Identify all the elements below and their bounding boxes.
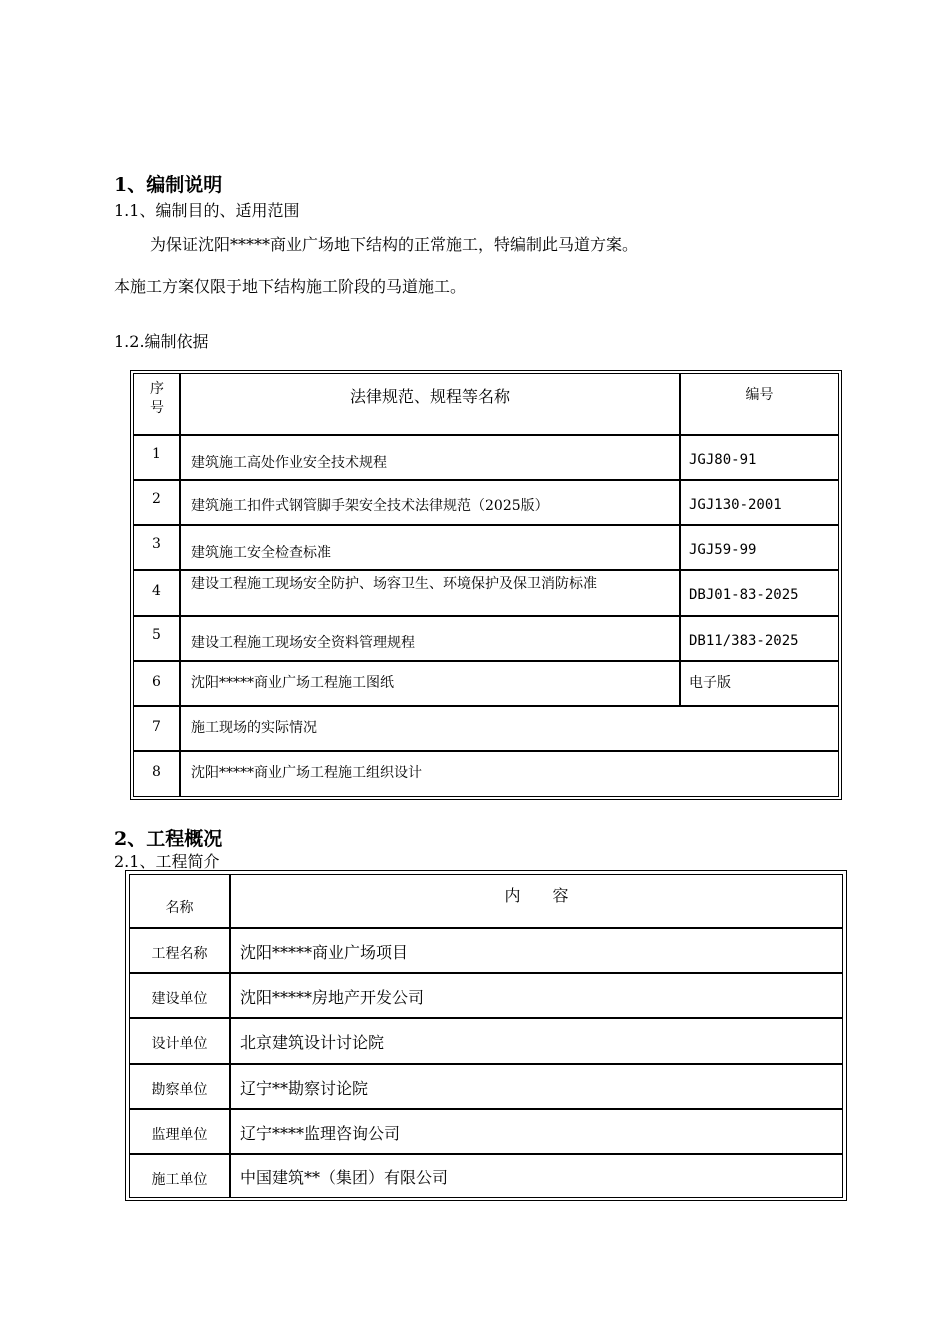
row-no-cell <box>133 435 180 480</box>
section-1-2-heading: 1.2.编制依据 <box>114 332 209 351</box>
row-name: 建筑施工高处作业安全技术规程 <box>191 455 387 471</box>
row-code-cell <box>680 435 839 480</box>
row-name: 建筑施工安全检查标准 <box>191 545 331 561</box>
row-value: 北京建筑设计讨论院 <box>240 1033 385 1052</box>
header-name-cell <box>129 874 230 928</box>
row-no-cell <box>133 616 180 661</box>
row-value: 辽宁**勘察讨论院 <box>240 1079 369 1098</box>
label-cell <box>129 1064 230 1109</box>
row-no: 5 <box>152 627 161 643</box>
row-label: 监理单位 <box>151 1127 208 1143</box>
row-name-cell <box>180 706 839 751</box>
section-2-1-heading: 2.1、工程简介 <box>114 852 220 871</box>
project-info-table <box>125 870 847 1201</box>
row-name: 施工现场的实际情况 <box>191 720 317 736</box>
paragraph-scope: 本施工方案仅限于地下结构施工阶段的马道施工。 <box>114 277 467 296</box>
row-no: 6 <box>152 674 161 690</box>
row-no-cell <box>133 661 180 706</box>
row-name: 建筑施工扣件式钢管脚手架安全技术法律规范（2025版） <box>191 498 549 514</box>
row-code-cell <box>680 480 839 525</box>
row-code: DBJ01-83-2025 <box>689 587 799 603</box>
row-label: 设计单位 <box>151 1036 208 1052</box>
row-code: JGJ59-99 <box>689 542 757 558</box>
row-no-cell <box>133 480 180 525</box>
row-no: 8 <box>152 764 161 780</box>
row-code: JGJ80-91 <box>689 452 757 468</box>
row-value: 沈阳*****商业广场项目 <box>240 943 409 962</box>
row-name: 建设工程施工现场安全资料管理规程 <box>191 635 415 651</box>
row-label: 建设单位 <box>151 991 208 1007</box>
row-no: 2 <box>152 491 161 507</box>
header-name: 法律规范、规程等名称 <box>349 387 510 406</box>
paragraph-purpose: 为保证沈阳*****商业广场地下结构的正常施工，特编制此马道方案。 <box>150 235 639 254</box>
value-cell <box>230 973 843 1018</box>
row-name-cell <box>180 525 680 570</box>
row-name-cell <box>180 570 680 616</box>
label-cell <box>129 973 230 1018</box>
row-code-cell <box>680 616 839 661</box>
row-name-cell <box>180 751 839 797</box>
row-no: 7 <box>152 719 161 735</box>
row-no-cell <box>133 751 180 797</box>
basis-table <box>130 370 842 800</box>
value-cell <box>230 928 843 973</box>
section-1-heading: 1、编制说明 <box>114 174 223 196</box>
row-value: 中国建筑**（集团）有限公司 <box>240 1168 449 1187</box>
row-name-cell <box>180 480 680 525</box>
row-code: JGJ130-2001 <box>689 497 782 513</box>
row-value: 沈阳*****房地产开发公司 <box>240 988 425 1007</box>
row-label: 工程名称 <box>151 946 208 962</box>
row-code-cell <box>680 661 839 706</box>
row-name: 沈阳*****商业广场工程施工图纸 <box>191 675 394 691</box>
header-no-cell <box>133 373 180 435</box>
row-label: 施工单位 <box>151 1172 208 1188</box>
value-cell <box>230 1154 843 1198</box>
row-name-cell <box>180 661 680 706</box>
header-no: 序号 <box>150 381 164 416</box>
value-cell <box>230 1109 843 1154</box>
value-cell <box>230 1064 843 1109</box>
row-name: 建设工程施工现场安全防护、场容卫生、环境保护及保卫消防标准 <box>191 576 597 592</box>
header-name-cell <box>180 373 680 435</box>
row-no: 1 <box>152 446 161 462</box>
value-cell <box>230 1018 843 1064</box>
row-code: DB11/383-2025 <box>689 633 799 649</box>
row-label: 勘察单位 <box>151 1082 208 1098</box>
label-cell <box>129 928 230 973</box>
row-no-cell <box>133 525 180 570</box>
row-no: 4 <box>152 583 161 599</box>
section-1-1-heading: 1.1、编制目的、适用范围 <box>114 201 300 220</box>
row-name: 沈阳*****商业广场工程施工组织设计 <box>191 765 422 781</box>
row-code-cell <box>680 570 839 616</box>
header-content-cell <box>230 874 843 928</box>
header-code-cell <box>680 373 839 435</box>
header-label: 名称 <box>165 900 194 916</box>
label-cell <box>129 1109 230 1154</box>
header-code: 编号 <box>745 387 774 403</box>
row-name-cell <box>180 435 680 480</box>
row-name-cell <box>180 616 680 661</box>
header-content: 内 容 <box>504 886 569 905</box>
row-no: 3 <box>152 536 161 552</box>
row-no-cell <box>133 706 180 751</box>
section-2-heading: 2、工程概况 <box>114 828 223 850</box>
row-code: 电子版 <box>689 675 731 691</box>
label-cell <box>129 1154 230 1198</box>
label-cell <box>129 1018 230 1064</box>
row-code-cell <box>680 525 839 570</box>
row-value: 辽宁****监理咨询公司 <box>240 1124 401 1143</box>
row-no-cell <box>133 570 180 616</box>
